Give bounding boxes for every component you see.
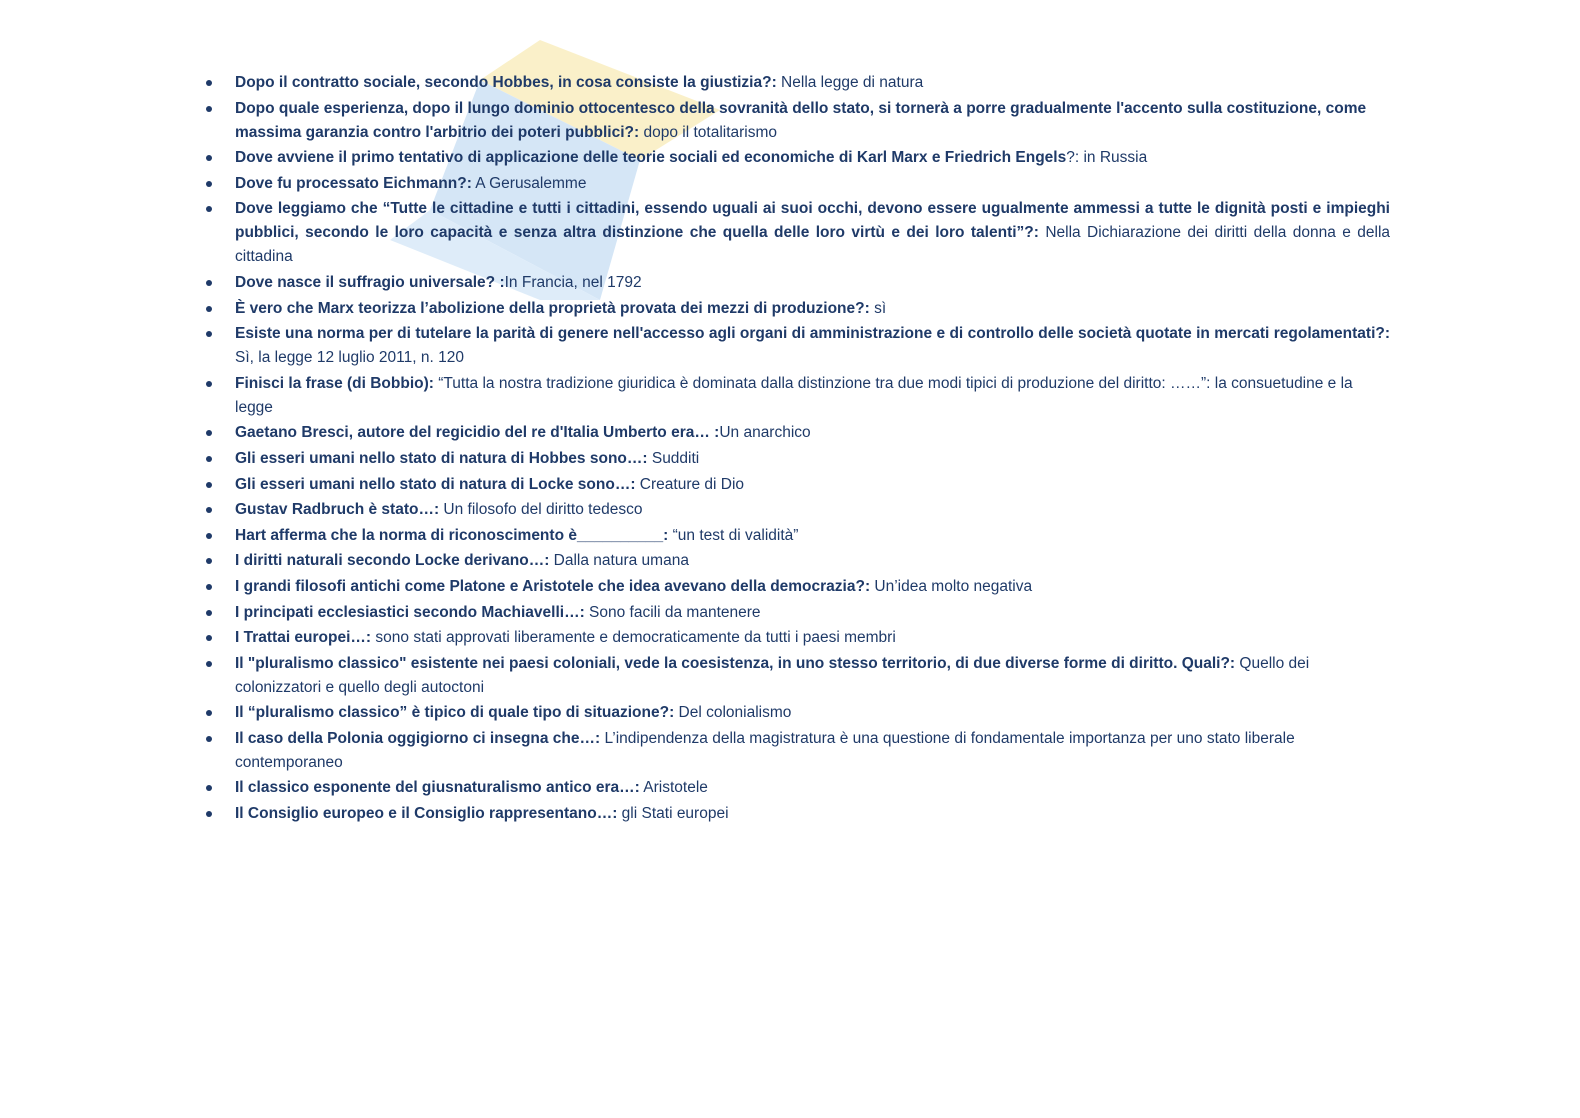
answer-text: dopo il totalitarismo xyxy=(639,123,778,141)
answer-text: sono stati approvati liberamente e democraticamente da tutti i paesi membri xyxy=(371,629,896,647)
list-item xyxy=(206,575,1390,599)
question-text: Dove leggiamo che “Tutte le cittadine e tutti i cittadini, essendo uguali ai suoi occhi, devono essere ugualmente ammessi a tutte le dignità posti e impieghi pubblici, secondo le loro capacità e senza altra distinzione che quella delle loro virtù e dei loro talenti”?: xyxy=(235,200,1390,242)
bullet-icon xyxy=(206,482,212,488)
question-text: Il "pluralismo classico" esistente nei paesi coloniali, vede la coesistenza, in uno stesso territorio, di due diverse forme di diritto. Quali?: xyxy=(235,654,1236,672)
question-text: Dove nasce il suffragio universale? : xyxy=(235,273,505,291)
bullet-icon xyxy=(206,430,212,436)
answer-text: Un filosofo del diritto tedesco xyxy=(439,501,643,519)
list-item xyxy=(206,652,1390,700)
bullet-icon xyxy=(206,736,212,742)
answer-text: Nella legge di natura xyxy=(776,74,924,91)
answer-text: Del colonialismo xyxy=(674,704,792,722)
answer-text: Sono facili da mantenere xyxy=(584,603,761,621)
list-item xyxy=(206,549,1390,573)
question-text: Dove fu processato Eichmann?: xyxy=(235,174,472,192)
list-item xyxy=(206,97,1390,145)
answer-text: Un’idea molto negativa xyxy=(870,577,1033,595)
answer-text: sì xyxy=(869,299,887,317)
list-item xyxy=(206,626,1390,650)
question-text: I grandi filosofi antichi come Platone e Aristotele che idea avevano della democrazia?: xyxy=(235,577,871,595)
bullet-icon xyxy=(206,558,212,564)
bullet-icon xyxy=(206,533,212,539)
list-item xyxy=(206,421,1390,445)
bullet-icon xyxy=(206,80,212,86)
answer-text: ?: in Russia xyxy=(1066,149,1148,167)
list-item xyxy=(206,372,1390,420)
question-text: Finisci la frase (di Bobbio): xyxy=(235,374,434,392)
list-item xyxy=(206,197,1390,269)
question-text: Hart afferma che la norma di riconoscimento è__________: xyxy=(235,526,669,544)
list-item xyxy=(206,172,1390,196)
qa-list xyxy=(206,71,1390,828)
answer-text: “un test di validità” xyxy=(668,526,799,544)
answer-text: “Tutta la nostra tradizione giuridica è dominata dalla distinzione tra due modi tipici di produzione del diritto: ……”: la consuetudine e la legge xyxy=(235,374,1353,416)
question-text: Il classico esponente del giusnaturalismo antico era…: xyxy=(235,779,640,797)
bullet-icon xyxy=(206,661,212,667)
list-item xyxy=(206,146,1390,170)
list-item xyxy=(206,727,1390,775)
bullet-icon xyxy=(206,785,212,791)
question-text: I diritti naturali secondo Locke derivano…: xyxy=(235,552,550,570)
bullet-icon xyxy=(206,381,212,387)
question-text: Esiste una norma per di tutelare la parità di genere nell'accesso agli organi di amministrazione e di controllo delle società quotate in mercati regolamentati?: xyxy=(235,325,1390,343)
answer-text: Sì, la legge 12 luglio 2011, n. 120 xyxy=(235,349,464,367)
bullet-icon xyxy=(206,635,212,641)
answer-text: Dalla natura umana xyxy=(549,552,689,570)
question-text: I principati ecclesiastici secondo Machiavelli…: xyxy=(235,603,585,621)
answer-text: Aristotele xyxy=(639,779,708,797)
question-text: Gaetano Bresci, autore del regicidio del re d'Italia Umberto era… : xyxy=(235,424,720,442)
list-item xyxy=(206,701,1390,725)
list-item xyxy=(206,71,1390,95)
question-text: Gustav Radbruch è stato…: xyxy=(235,501,440,519)
answer-text: Sudditi xyxy=(647,449,700,467)
list-item xyxy=(206,802,1390,826)
list-item xyxy=(206,473,1390,497)
question-text: Gli esseri umani nello stato di natura di Locke sono…: xyxy=(235,475,636,493)
bullet-icon xyxy=(206,811,212,817)
question-text: Dopo il contratto sociale, secondo Hobbes, in cosa consiste la giustizia?: xyxy=(235,74,777,91)
answer-text: gli Stati europei xyxy=(617,805,729,823)
bullet-icon xyxy=(206,280,212,286)
answer-text: Quello dei colonizzatori e quello degli autoctoni xyxy=(235,654,1310,696)
bullet-icon xyxy=(206,456,212,462)
question-text: È vero che Marx teorizza l’abolizione della proprietà provata dei mezzi di produzione?: xyxy=(235,299,870,317)
list-item xyxy=(206,601,1390,625)
list-item xyxy=(206,498,1390,522)
bullet-icon xyxy=(206,181,212,187)
list-item xyxy=(206,322,1390,370)
question-text: I Trattai europei…: xyxy=(235,629,372,647)
question-text: Il Consiglio europeo e il Consiglio rappresentano…: xyxy=(235,805,618,823)
bullet-icon xyxy=(206,155,212,161)
bullet-icon xyxy=(206,507,212,513)
list-item xyxy=(206,524,1390,548)
answer-text: Un anarchico xyxy=(719,424,811,442)
answer-text: Creature di Dio xyxy=(635,475,745,493)
question-text: Il “pluralismo classico” è tipico di quale tipo di situazione?: xyxy=(235,704,675,722)
bullet-icon xyxy=(206,106,212,112)
list-item xyxy=(206,776,1390,800)
question-text: Il caso della Polonia oggigiorno ci insegna che…: xyxy=(235,729,601,747)
bullet-icon xyxy=(206,610,212,616)
list-item xyxy=(206,447,1390,471)
answer-text: A Gerusalemme xyxy=(471,174,587,192)
question-text: Dopo quale esperienza, dopo il lungo dominio ottocentesco della sovranità dello stato, si tornerà a porre gradualmente l'accento sulla costituzione, come massima garanzia contro l'arbitrio dei poteri pubblici?: xyxy=(235,99,1367,141)
list-item xyxy=(206,297,1390,321)
answer-text: In Francia, nel 1792 xyxy=(504,273,642,291)
answer-text: L’indipendenza della magistratura è una questione di fondamentale importanza per uno stato liberale contemporaneo xyxy=(235,729,1295,771)
bullet-icon xyxy=(206,206,212,212)
bullet-icon xyxy=(206,710,212,716)
bullet-icon xyxy=(206,584,212,590)
list-item xyxy=(206,271,1390,295)
answer-text: Nella Dichiarazione dei diritti della donna e della cittadina xyxy=(235,224,1391,266)
bullet-icon xyxy=(206,331,212,337)
question-text: Dove avviene il primo tentativo di applicazione delle teorie sociali ed economiche di Karl Marx e Friedrich Engels xyxy=(235,149,1067,167)
question-text: Gli esseri umani nello stato di natura di Hobbes sono…: xyxy=(235,449,648,467)
bullet-icon xyxy=(206,306,212,312)
